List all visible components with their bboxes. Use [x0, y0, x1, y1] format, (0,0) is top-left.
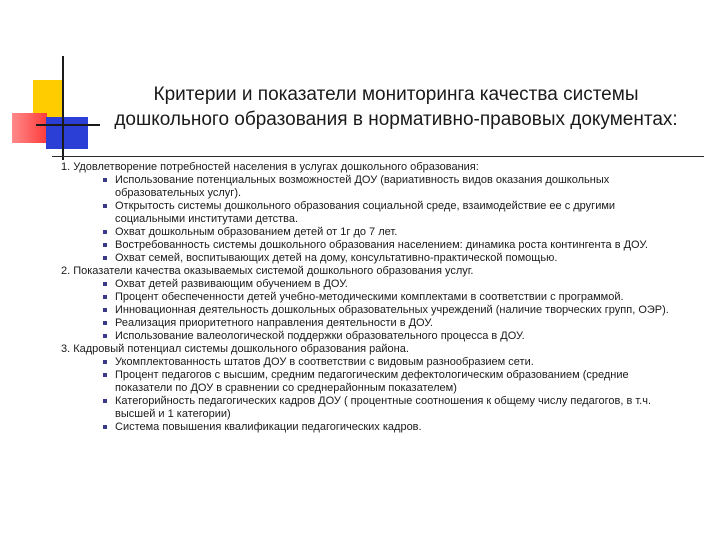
criteria-list [61, 161, 701, 434]
list-item-text: Система повышения квалификации педагогических кадров. [115, 421, 422, 433]
title-divider [52, 156, 704, 157]
list-item-text: Востребованность системы дошкольного образования населением: динамика роста контингента в ДОУ. [115, 239, 648, 251]
red-square [12, 113, 47, 143]
title-line-1: Критерии и показатели мониторинга качества системы [153, 84, 639, 105]
title-line-2: дошкольного образования в нормативно-правовых документах: [114, 109, 678, 130]
list-item [61, 252, 675, 265]
horizontal-line [36, 124, 100, 126]
list-item [61, 226, 675, 239]
list-item [61, 317, 675, 330]
list-item-text: Реализация приоритетного направления деятельности в ДОУ. [115, 317, 433, 329]
list-item-text: Инновационная деятельность дошкольных образовательных учреждений (наличие творческих групп, ОЭР). [115, 304, 669, 316]
list-item [61, 395, 675, 421]
bullet-icon [103, 243, 107, 247]
section-1-heading: 1. Удовлетворение потребностей населения в услугах дошкольного образования: [61, 161, 479, 173]
list-item-text: Охват детей развивающим обучением в ДОУ. [115, 278, 348, 290]
bullet-icon [103, 373, 107, 377]
slide-title [96, 82, 696, 132]
list-item [61, 304, 675, 317]
list-item [61, 421, 675, 434]
list-item-text: Охват семей, воспитывающих детей на дому, консультативно-практической помощью. [115, 252, 558, 264]
bullet-icon [103, 321, 107, 325]
list-item [61, 239, 675, 252]
section-3-heading: 3. Кадровый потенциал системы дошкольного образования района. [61, 343, 409, 355]
list-item-text: Охват дошкольным образованием детей от 1г до 7 лет. [115, 226, 398, 238]
decorative-logo-block [0, 0, 90, 170]
list-item [61, 278, 675, 291]
bullet-icon [103, 295, 107, 299]
bullet-icon [103, 282, 107, 286]
bullet-icon [103, 399, 107, 403]
bullet-icon [103, 230, 107, 234]
bullet-icon [103, 360, 107, 364]
list-item-text: Использование валеологической поддержки образовательного процесса в ДОУ. [115, 330, 525, 342]
list-item-text: Укомплектованность штатов ДОУ в соответствии с видовым разнообразием сети. [115, 356, 534, 368]
list-item [61, 330, 675, 343]
list-item [61, 291, 675, 304]
list-item-text: Процент педагогов с высшим, средним педагогическим дефектологическим образованием (средние показатели по ДОУ в сравнении со среднерайонным показателем) [115, 369, 629, 394]
list-item [61, 369, 675, 395]
bullet-icon [103, 256, 107, 260]
list-item-text: Открытость системы дошкольного образования социальной среде, взаимодействие ее с другими социальными институтами детства. [115, 200, 616, 225]
list-item-text: Процент обеспеченности детей учебно-методическими комплектами в соответствии с программой. [115, 291, 624, 303]
bullet-icon [103, 334, 107, 338]
section-2-heading: 2. Показатели качества оказываемых системой дошкольного образования услуг. [61, 265, 474, 277]
list-item [61, 174, 675, 200]
bullet-icon [103, 178, 107, 182]
list-item [61, 200, 675, 226]
list-item [61, 356, 675, 369]
bullet-icon [103, 425, 107, 429]
blue-square [46, 117, 88, 149]
bullet-icon [103, 308, 107, 312]
list-item-text: Использование потенциальных возможностей ДОУ (вариативность видов оказания дошкольных образовательных услуг). [115, 174, 610, 199]
list-item-text: Категорийность педагогических кадров ДОУ ( процентные соотношения к общему числу педагогов, в т.ч. высшей и 1 категории) [115, 395, 652, 420]
bullet-icon [103, 204, 107, 208]
vertical-line [62, 56, 64, 160]
